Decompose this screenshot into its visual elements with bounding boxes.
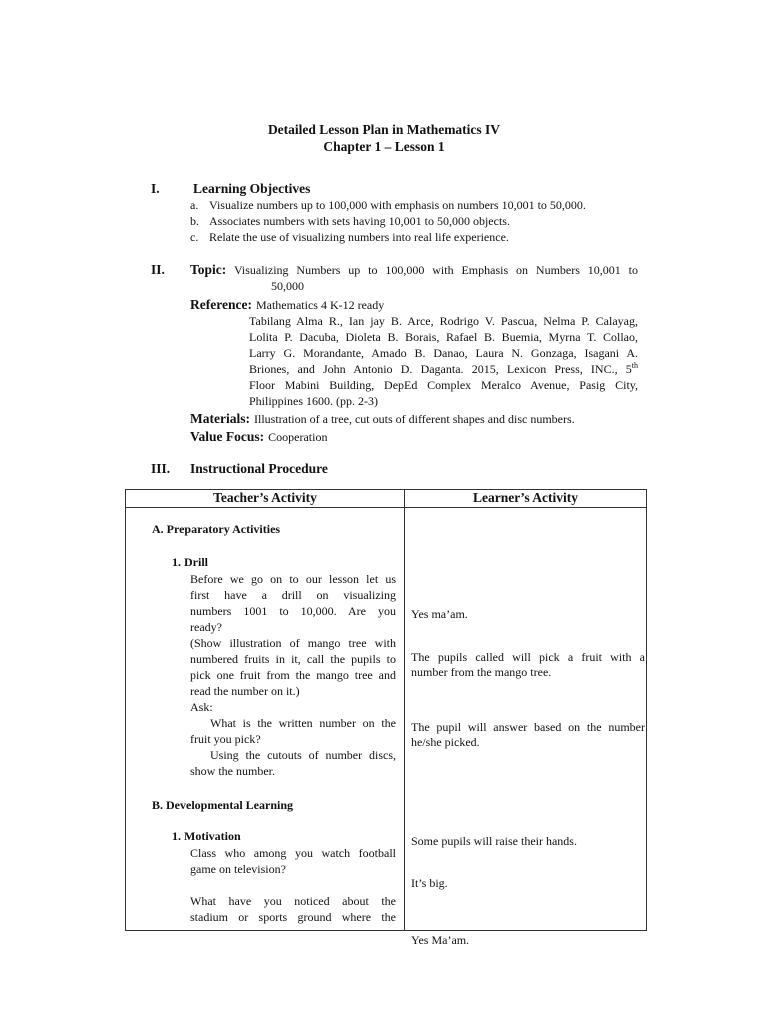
section-2-number: II. xyxy=(151,262,165,277)
topic-label: Topic: xyxy=(190,262,227,277)
procedure-table xyxy=(125,489,647,947)
objective-letter: b. xyxy=(190,214,199,228)
section-3-number: III. xyxy=(151,461,171,476)
learner-response-2 xyxy=(411,650,645,680)
spacer xyxy=(190,877,396,893)
reference-value: Mathematics 4 K-12 ready xyxy=(255,298,385,312)
learner-response-6: Yes Ma’am. xyxy=(411,933,470,947)
objective-letter: a. xyxy=(190,198,199,212)
value-focus-label: Value Focus: xyxy=(190,429,265,444)
objective-b xyxy=(190,214,510,229)
response-line: number from the mango tree. xyxy=(411,665,552,679)
document-subtitle: Chapter 1 – Lesson 1 xyxy=(323,139,445,154)
section-1-number: I. xyxy=(151,181,160,196)
drill-line: ready? xyxy=(190,620,222,634)
response-line: The pupils called will pick a fruit with a xyxy=(411,650,645,664)
drill-heading: 1. Drill xyxy=(172,555,208,569)
citation-line-with-sup xyxy=(249,361,638,377)
learner-response-5: It’s big. xyxy=(411,876,448,890)
response-line: he/she picked. xyxy=(411,735,480,749)
objective-text: Relate the use of visualizing numbers into real life experience. xyxy=(209,230,509,244)
drill-line: first have a drill on visualizing xyxy=(190,588,396,602)
drill-line: show the number. xyxy=(190,764,275,778)
topic-continuation: 50,000 xyxy=(271,279,304,293)
learner-response-1: Yes ma’am. xyxy=(411,607,468,621)
citation-line: Larry G. Morandante, Amado B. Danao, Laura N. Gonzaga, Isagani A. xyxy=(249,346,638,360)
citation-line: Tabilang Alma R., Ian jay B. Arce, Rodrigo V. Pascua, Nelma P. Calayag, xyxy=(249,314,638,328)
objective-text: Associates numbers with sets having 10,001 to 50,000 objects. xyxy=(209,214,510,228)
objective-c xyxy=(190,230,509,245)
citation-line: Floor Mabini Building, DepEd Complex Meralco Avenue, Pasig City, xyxy=(249,378,638,392)
motivation-heading: 1. Motivation xyxy=(172,829,241,843)
reference-label: Reference: xyxy=(190,297,252,312)
motivation-text xyxy=(190,845,396,925)
motivation-line: Class who among you watch football xyxy=(190,846,396,860)
drill-line: (Show illustration of mango tree with xyxy=(190,636,396,650)
materials-label: Materials: xyxy=(190,411,250,426)
drill-line: Using the cutouts of number discs, xyxy=(210,748,396,762)
preparatory-activities-heading: A. Preparatory Activities xyxy=(152,522,281,536)
document-title: Detailed Lesson Plan in Mathematics IV xyxy=(267,122,501,137)
topic-line xyxy=(190,262,638,278)
drill-line: Before we go on to our lesson let us xyxy=(190,572,396,586)
materials-value: Illustration of a tree, cut outs of different shapes and disc numbers. xyxy=(253,412,575,426)
objective-a xyxy=(190,198,586,213)
drill-line: numbered fruits in it, call the pupils to xyxy=(190,652,396,666)
drill-line: Ask: xyxy=(190,700,213,714)
table-row xyxy=(126,508,647,931)
superscript: th xyxy=(631,361,638,370)
materials-line xyxy=(190,410,575,428)
drill-line: pick one fruit from the mango tree and xyxy=(190,668,396,682)
teacher-activity-header: Teacher’s Activity xyxy=(126,490,405,508)
reference-line xyxy=(190,296,384,314)
motivation-line: stadium or sports ground where the xyxy=(190,910,396,924)
learner-response-3 xyxy=(411,720,645,750)
topic-text: Visualizing Numbers up to 100,000 with Emphasis on Numbers 10,001 to xyxy=(233,263,638,277)
drill-line: fruit you pick? xyxy=(190,732,261,746)
motivation-line: What have you noticed about the xyxy=(190,894,396,908)
drill-text xyxy=(190,571,396,779)
section-3-title: Instructional Procedure xyxy=(190,461,328,476)
teacher-activity-cell xyxy=(126,508,405,931)
table-header-row xyxy=(126,490,647,508)
citation-line: Lolita P. Dacuba, Dioleta B. Borais, Rafael B. Buemia, Myrna T. Collao, xyxy=(249,330,638,344)
value-focus-line xyxy=(190,428,327,446)
value-focus-value: Cooperation xyxy=(268,430,328,444)
drill-line: read the number on it.) xyxy=(190,684,300,698)
citation-line: Philippines 1600. (pp. 2-3) xyxy=(249,394,378,408)
drill-line: What is the written number on the xyxy=(210,716,396,730)
learner-activity-cell xyxy=(405,508,647,947)
response-line: The pupil will answer based on the number xyxy=(411,720,645,734)
learner-response-4: Some pupils will raise their hands. xyxy=(411,834,577,848)
drill-line: numbers 1001 to 10,000. Are you xyxy=(190,604,396,618)
reference-citation xyxy=(249,313,638,409)
section-1-title: Learning Objectives xyxy=(193,181,311,196)
citation-text: Briones, and John Antonio D. Daganta. 2015, Lexicon Press, INC., 5 xyxy=(249,362,632,376)
motivation-line: game on television? xyxy=(190,862,286,876)
objective-text: Visualize numbers up to 100,000 with emphasis on numbers 10,001 to 50,000. xyxy=(209,198,586,212)
developmental-learning-heading: B. Developmental Learning xyxy=(152,798,293,812)
learner-activity-header: Learner’s Activity xyxy=(405,490,647,508)
objective-letter: c. xyxy=(190,230,199,244)
